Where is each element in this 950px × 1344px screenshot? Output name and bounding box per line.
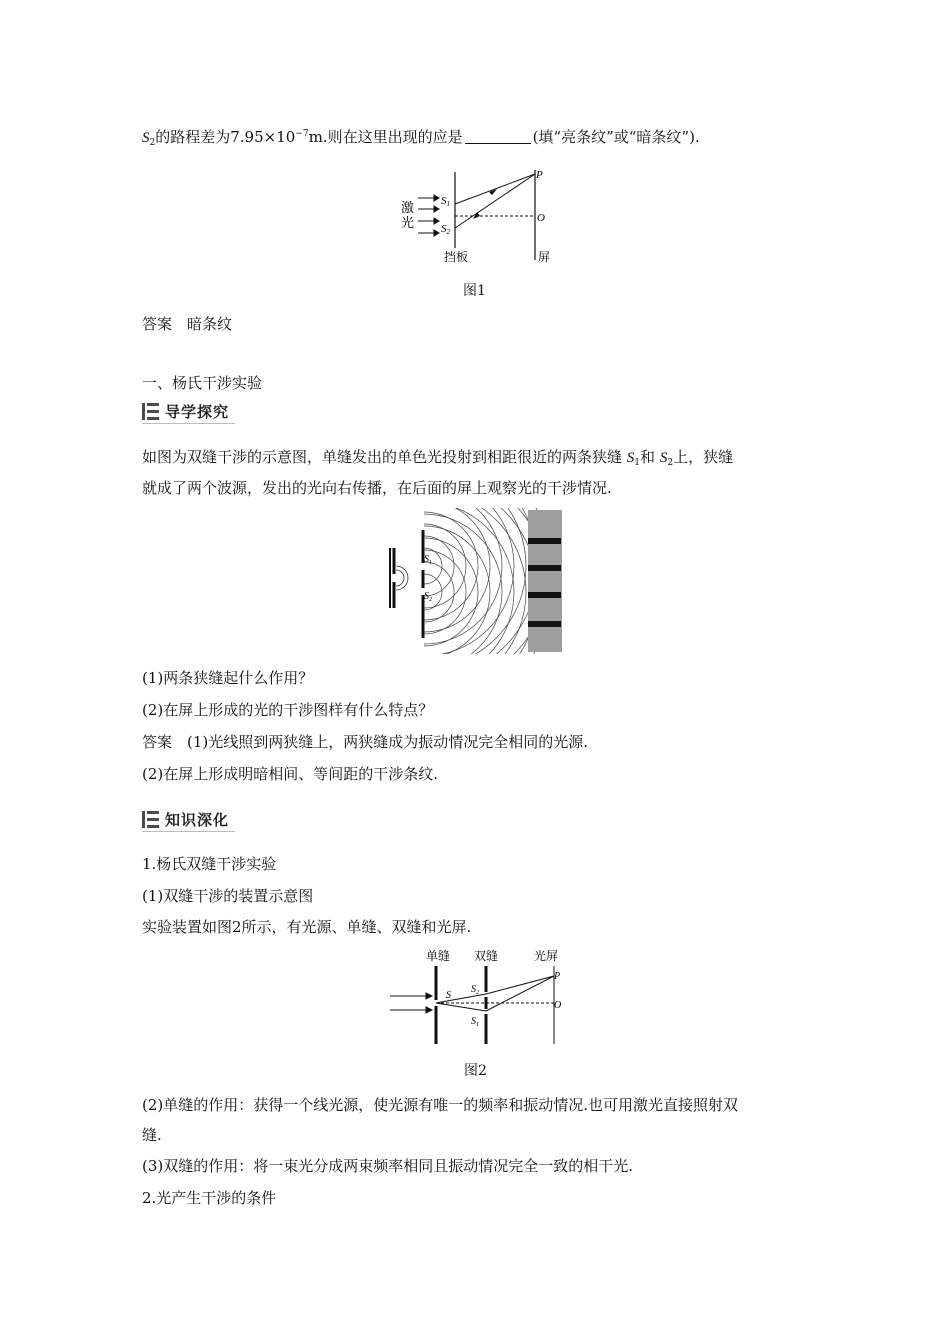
intro-text-a: 的路程差为7.95×10 [155,128,296,146]
knowledge-2-line-1: (2)单缝的作用：获得一个线光源，使光源有唯一的频率和振动情况.也可用激光直接照射双 [142,1096,739,1114]
knowledge-1-1: (1)双缝干涉的装置示意图 [142,887,314,905]
single-slit-label: 单缝 [426,949,451,963]
path-s2-p [455,174,535,228]
p-label: P [536,169,543,181]
paragraph-1-line-1: 如图为双缝干涉的示意图，单缝发出的单色光投射到相距很近的两条狭缝 $S_1$和 $S_2$上，狭缝 [142,448,734,468]
knowledge-interference-conditions: 2.光产生干涉的条件 [142,1189,277,1207]
laser-label-1: 激 [401,200,415,215]
interference-wave-diagram [384,508,564,654]
badge-label: 导学探究 [165,402,230,421]
intro-line [142,126,700,148]
s1-label: S1 [441,195,450,208]
wave-s1-label: $S_1$ [424,554,432,566]
knowledge-setup: 实验装置如图2所示，有光源、单缝、双缝和光屏. [142,918,472,936]
badge-bar [142,403,145,420]
figure-1-caption: 图1 [463,283,486,299]
badge-label: 知识深化 [165,810,230,829]
ray-lines [436,976,554,1011]
intro-text-c: (填“亮条纹”或“暗条纹”). [532,128,700,146]
baffle-label: 挡板 [444,250,469,264]
s1-symbol: S [626,450,635,466]
question-1: (1)两条狭缝起什么作用？ [142,669,314,687]
screen-label: 光屏 [534,949,559,963]
double-slit-label: 双缝 [474,949,499,963]
laser-label-2: 光 [401,215,415,230]
s2-symbol: S [142,130,150,146]
figure-2-caption: 图2 [464,1063,487,1079]
single-slit-waves [396,566,408,590]
o-label: O [554,1000,562,1011]
laser-arrows [418,195,439,236]
list-icon [147,403,159,420]
answer-blank [465,129,531,144]
screen-block [528,510,562,652]
badge-guided-inquiry [142,401,229,421]
figure-1-diagram [396,164,556,268]
answer-2-line-2: (2)在屏上形成明暗相间、等间距的干涉条纹. [142,765,439,783]
answer-1: 答案 暗条纹 [142,315,233,333]
knowledge-3: (3)双缝的作用：将一束光分成两束频率相同且振动情况完全一致的相干光. [142,1157,634,1175]
s2-label: $S_2$ [471,984,479,996]
p-label: P [554,971,561,982]
badge-knowledge-deepening [142,809,229,829]
knowledge-1: 1.杨氏双缝干涉实验 [142,855,277,873]
badge-bar [142,811,145,828]
s-label: S [446,990,451,1001]
figure-2-diagram [386,944,568,1052]
question-2: (2)在屏上形成的光的干涉图样有什么特点？ [142,701,434,719]
s2-label: S2 [441,223,450,236]
knowledge-2-line-2: 缝. [142,1126,162,1144]
screen-label: 屏 [538,250,551,264]
paragraph-1-line-2: 就成了两个波源，发出的光向右传播，在后面的屏上观察光的干涉情况. [142,479,612,497]
exponent: −7 [295,129,309,139]
section-title: 一、杨氏干涉实验 [142,374,263,392]
intro-text-b: m.则在这里出现的应是 [308,128,463,146]
path-s1-p [455,174,535,204]
s2-subscript: 2 [149,138,156,148]
answer-2-line-1: 答案 (1)光线照到两狭缝上，两狭缝成为振动情况完全相同的光源. [142,733,589,751]
list-icon [147,811,159,828]
s2-symbol: S [659,450,668,466]
o-label: O [537,212,545,224]
incoming-arrows [390,993,432,1013]
s1-label: $S_1$ [471,1016,479,1028]
wave-s2-label: $S_2$ [424,591,432,603]
